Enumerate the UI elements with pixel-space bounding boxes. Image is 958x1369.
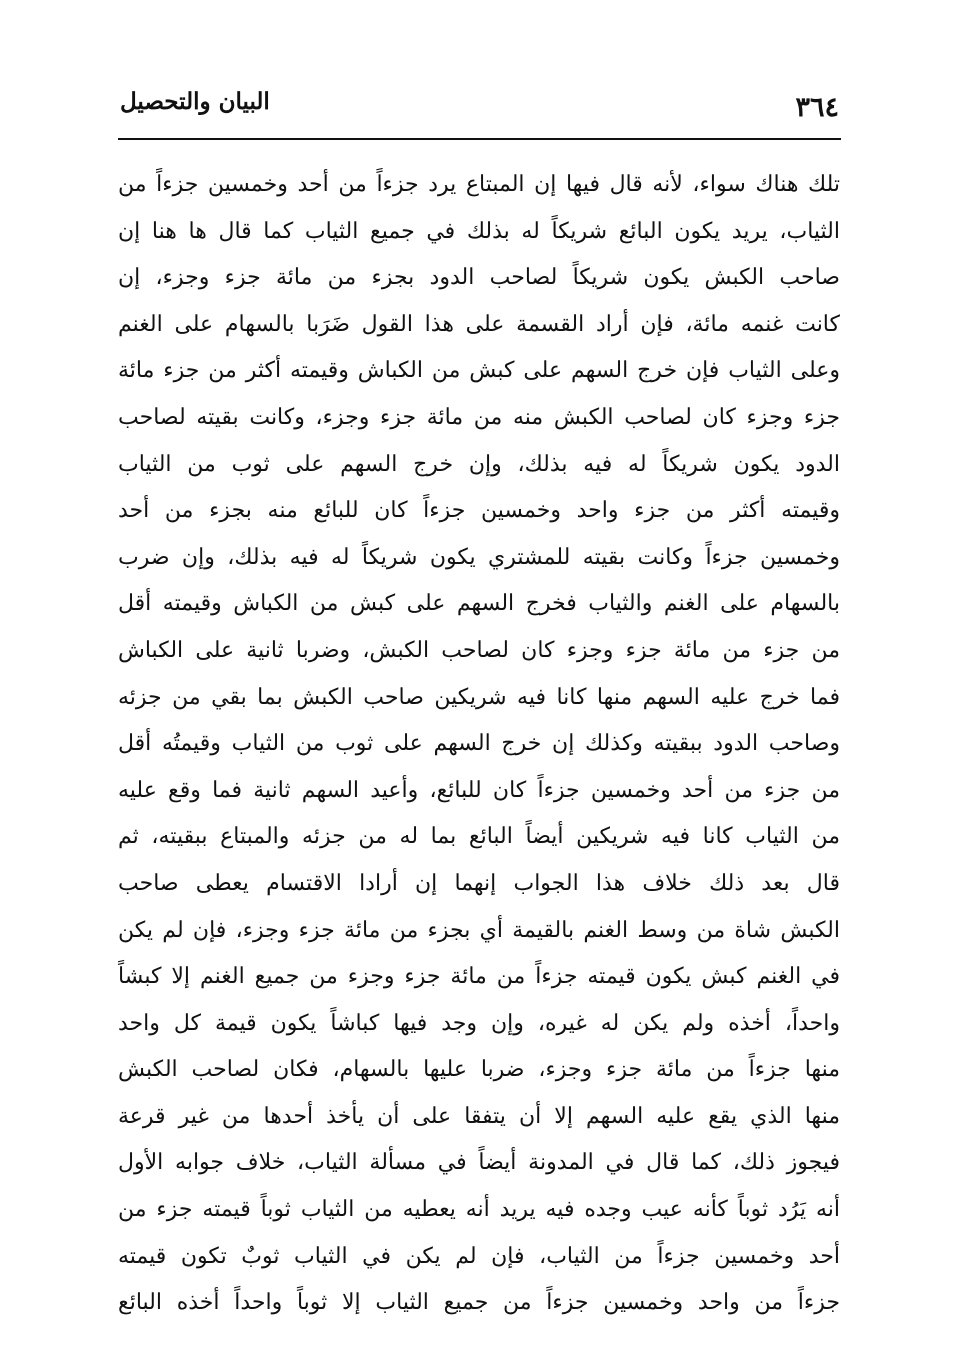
text-line: بالسهام على الغنم والثياب فخرج السهم على كبش من الكباش وقيمته أقل xyxy=(118,591,840,617)
text-line: من جزء من مائة جزء وجزء كان لصاحب الكبش، وضربا ثانية على الكباش xyxy=(118,637,840,663)
text-line: الثياب، يريد يكون البائع شريكاً له بذلك في جميع الثياب كما قال ها هنا إن xyxy=(118,218,840,244)
text-line: وقيمته أكثر من جزء واحد وخمسين جزءاً كان للبائع منه بجزء من أحد xyxy=(118,498,840,524)
page-header xyxy=(118,88,841,136)
text-line: الدود يكون شريكاً له فيه بذلك، وإن خرج السهم على ثوب من الثياب xyxy=(118,451,840,477)
body-text xyxy=(118,162,840,1327)
text-line: وخمسين جزءاً وكانت بقيته للمشتري يكون شريكاً له فيه بذلك، وإن ضرب xyxy=(118,544,840,570)
text-line: كانت غنمه مائة، فإن أراد القسمة على هذا القول ضَرَبا بالسهام على الغنم xyxy=(118,311,840,337)
text-line: أنه يَرُد ثوباً كأنه عيب وجده فيه يريد أنه يعطيه من الثياب ثوباً قيمته جزء من xyxy=(118,1197,840,1223)
text-line: جزءاً من واحد وخمسين جزءاً من جميع الثياب إلا ثوباً واحداً أخذه البائع xyxy=(118,1290,840,1316)
text-line: واحداً، أخذه ولم يكن له غيره، وإن وجد فيها كباشاً يكون قيمة كل واحد xyxy=(118,1010,840,1036)
text-line: في الغنم كبش يكون قيمته جزءاً من مائة جزء وجزء من جميع الغنم إلا كبشاً xyxy=(118,964,840,990)
text-line: جزء وجزء كان لصاحب الكبش منه من مائة جزء وجزء، وكانت بقيته لصاحب xyxy=(118,404,840,430)
header-divider xyxy=(118,138,841,140)
text-line: الكبش شاة من وسط الغنم بالقيمة أي بجزء من مائة جزء وجزء، فإن لم يكن xyxy=(118,917,840,943)
text-line: صاحب الكبش يكون شريكاً لصاحب الدود بجزء من مائة جزء وجزء، إن xyxy=(118,265,840,291)
text-line: تلك هناك سواء، لأنه قال فيها إن المبتاع يرد جزءاً من أحد وخمسين جزءاً من xyxy=(118,172,840,197)
text-line: فما خرج عليه السهم منها كانا فيه شريكين صاحب الكبش بما بقي من جزئه xyxy=(118,684,840,710)
running-title: البيان والتحصيل xyxy=(120,88,270,115)
text-line: قال بعد ذلك خلاف هذا الجواب إنهما إن أرادا الاقتسام يعطى صاحب xyxy=(118,870,840,896)
text-line: أحد وخمسين جزءاً من الثياب، فإن لم يكن في الثياب ثوبٌ تكون قيمته xyxy=(118,1243,840,1269)
text-line: منها جزءاً من مائة جزء وجزء، ضربا عليها بالسهام، فكان لصاحب الكبش xyxy=(118,1057,840,1083)
page-number: ٣٦٤ xyxy=(795,92,839,123)
text-line: منها الذي يقع عليه السهم إلا أن يتفقا على أن يأخذ أحدها من غير قرعة xyxy=(118,1103,840,1129)
text-line: وعلى الثياب فإن خرج السهم على كبش من الكباش وقيمته أكثر من جزء مائة xyxy=(118,358,840,384)
text-line: من الثياب كانا فيه شريكين أيضاً البائع بما له من جزئه والمبتاع ببقيته، ثم xyxy=(118,824,840,850)
text-line: فيجوز ذلك، كما قال في المدونة أيضاً في مسألة الثياب، خلاف جوابه الأول xyxy=(118,1150,840,1176)
text-line: وصاحب الدود ببقيته وكذلك إن خرج السهم على ثوب من الثياب وقيمتُه أقل xyxy=(118,731,840,757)
text-line: من جزء من أحد وخمسين جزءاً كان للبائع، وأعيد السهم ثانية فما وقع عليه xyxy=(118,777,840,803)
